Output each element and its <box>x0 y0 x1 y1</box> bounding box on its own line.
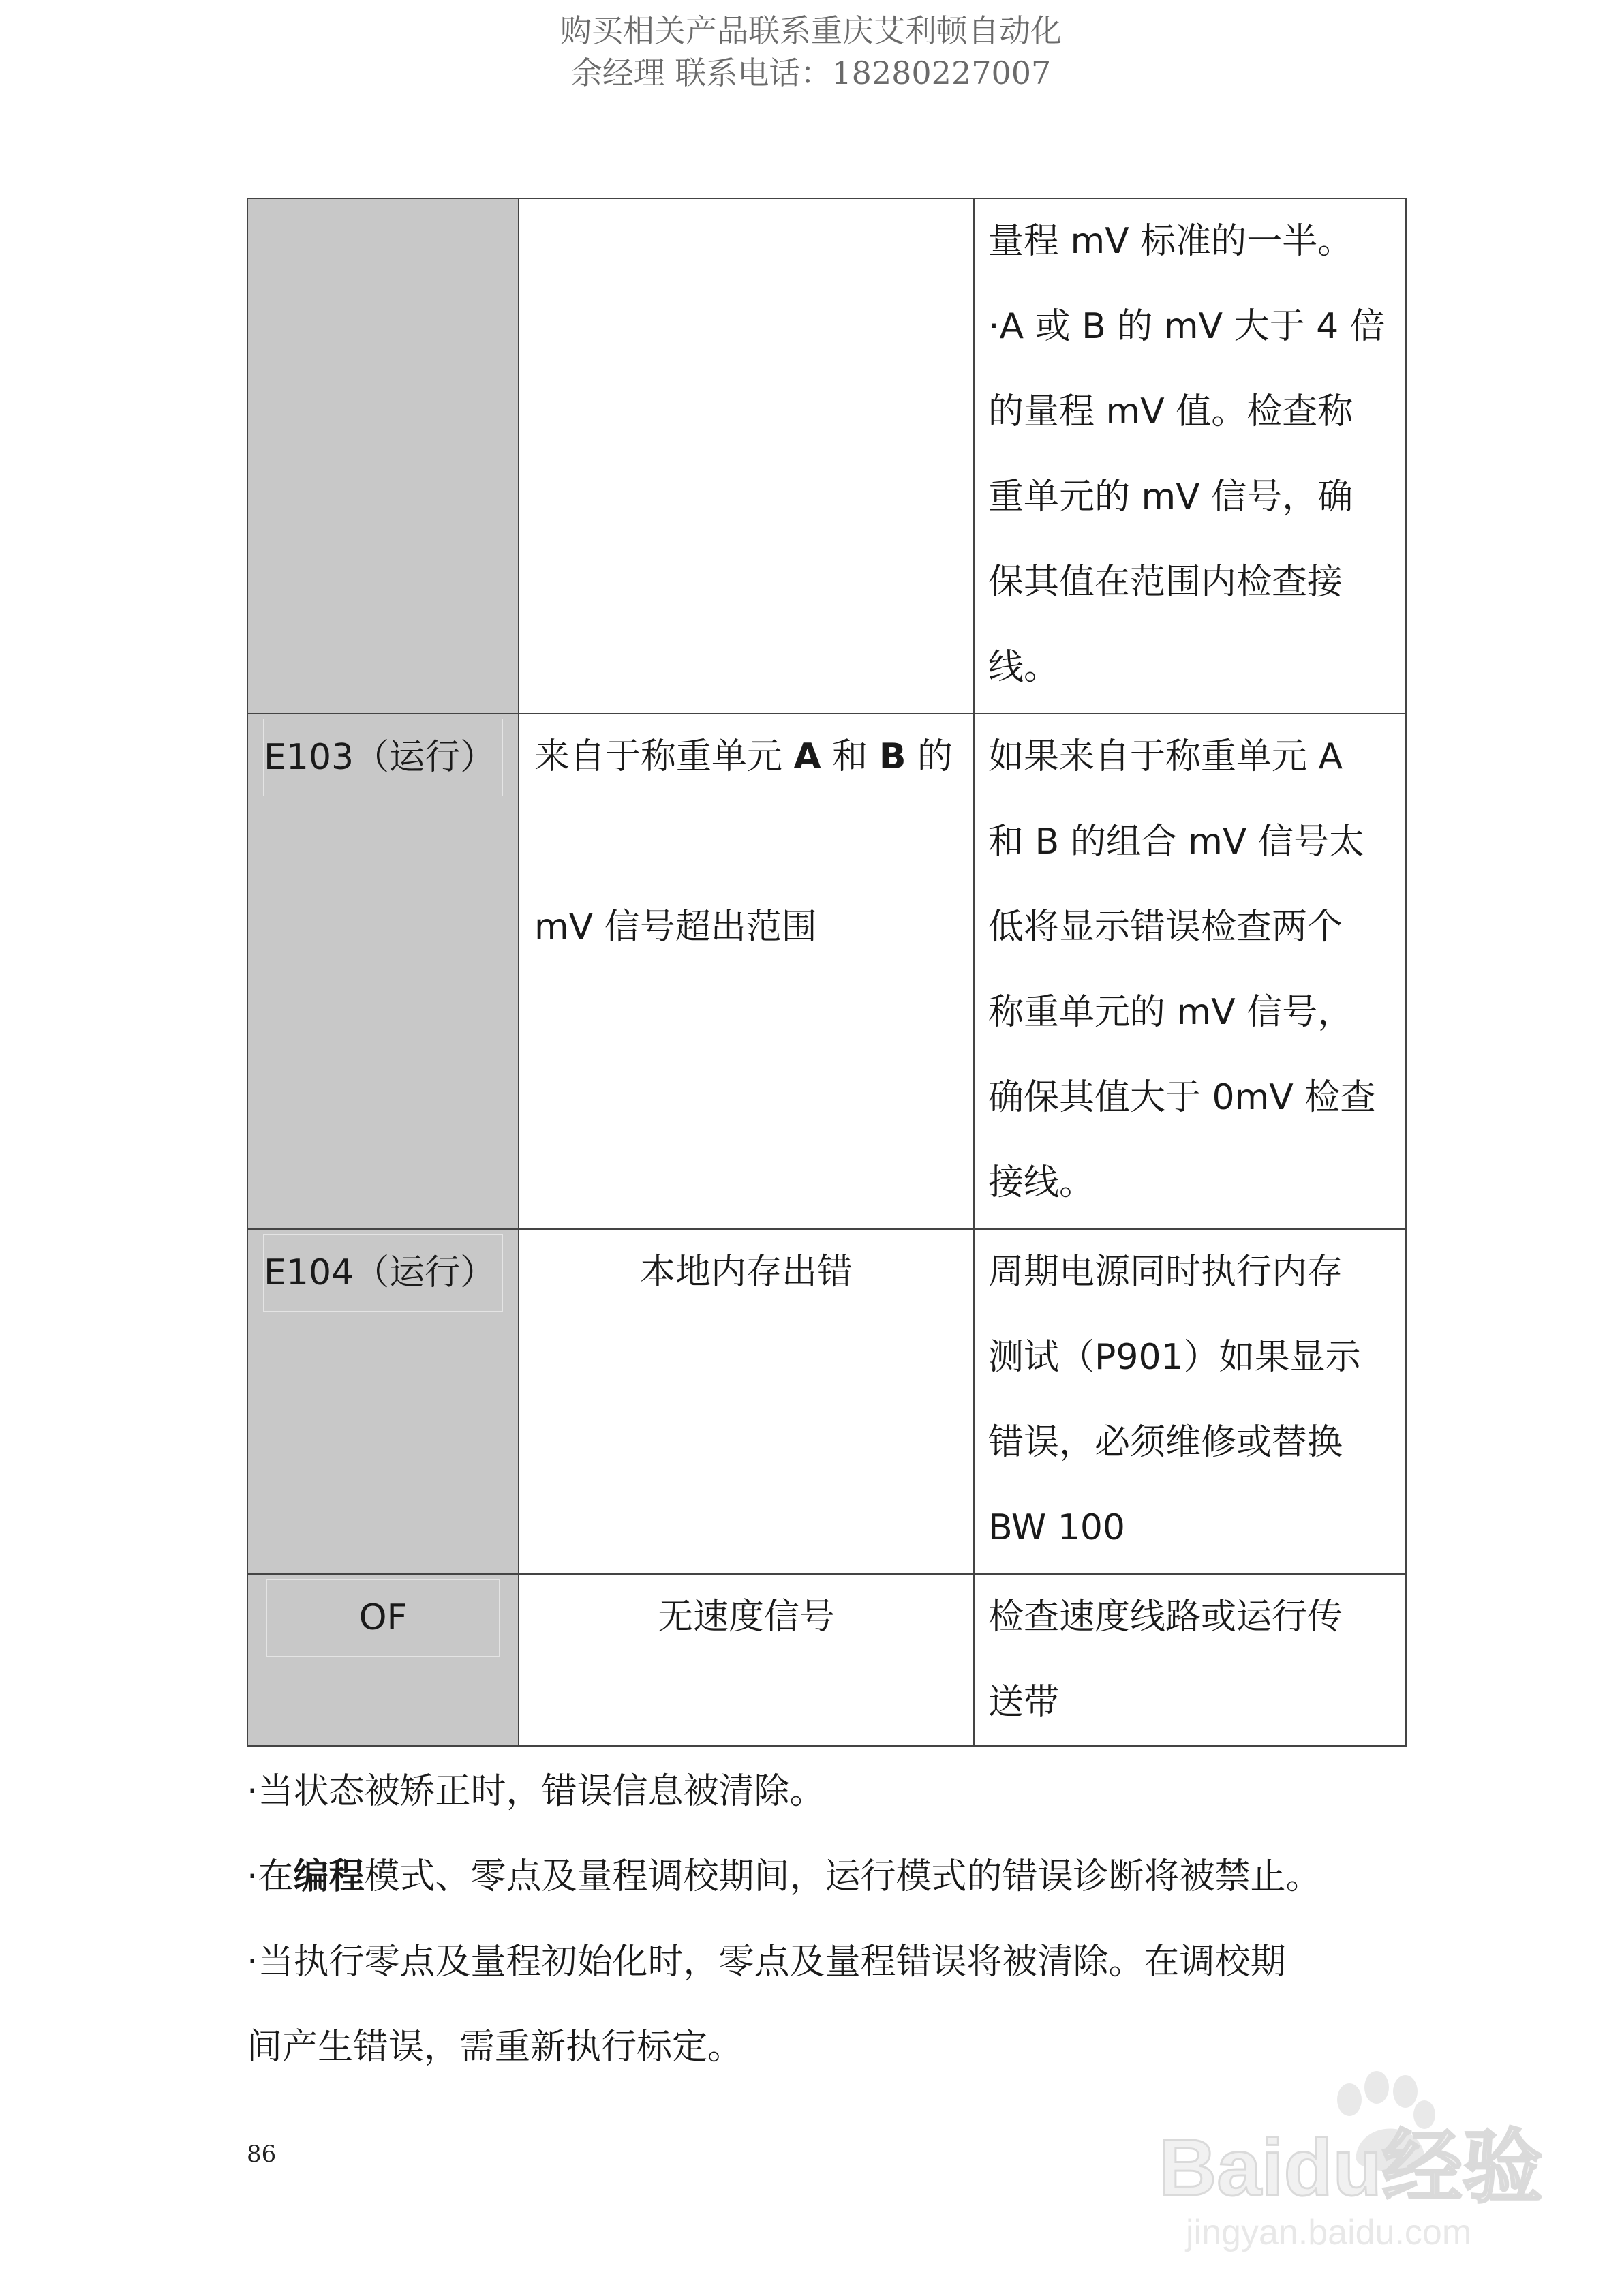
error-remedy-cell <box>974 1229 1406 1574</box>
table-row <box>247 714 1406 1229</box>
remedy-line: 重单元的 mV 信号，确 <box>988 477 1353 517</box>
error-code: E104（运行） <box>263 1234 503 1312</box>
page-header <box>0 10 1622 94</box>
remedy-line: 如果来自于称重单元 A <box>988 736 1343 777</box>
note-line: 间产生错误，需重新执行标定。 <box>247 2027 744 2068</box>
remedy-line: BW 100 <box>988 1507 1126 1548</box>
remedy-line: 和 B 的组合 mV 信号太 <box>988 821 1365 862</box>
notes-section <box>247 1749 1405 2090</box>
baidu-jingyan-watermark <box>1145 2052 1547 2256</box>
error-code-table <box>247 198 1407 1747</box>
error-description-cell <box>519 198 974 714</box>
remedy-line: ·A 或 B 的 mV 大于 4 倍 <box>988 306 1386 347</box>
error-remedy-cell <box>974 198 1406 714</box>
note-line: ·当执行零点及量程初始化时，零点及量程错误将被清除。在调校期 <box>247 1942 1286 1982</box>
error-code-cell <box>247 1574 519 1746</box>
table-row <box>247 1229 1406 1574</box>
remedy-line: 线。 <box>988 647 1060 688</box>
remedy-line: 确保其值大于 0mV 检查 <box>988 1077 1376 1118</box>
note-line: ·当状态被矫正时，错误信息被清除。 <box>247 1771 825 1812</box>
error-code-cell <box>247 714 519 1229</box>
remedy-line: 周期电源同时执行内存 <box>988 1252 1343 1293</box>
description-line: 无速度信号 <box>657 1597 835 1637</box>
error-remedy-cell <box>974 714 1406 1229</box>
watermark-url: jingyan.baidu.com <box>1186 2213 1472 2252</box>
table-row <box>247 198 1406 714</box>
error-code: OF <box>266 1579 500 1657</box>
table-row <box>247 1574 1406 1746</box>
error-code-cell <box>247 1229 519 1574</box>
error-description-cell <box>519 1574 974 1746</box>
remedy-line: 量程 mV 标准的一半。 <box>988 221 1353 262</box>
watermark-brand: Baidu经验 <box>1159 2123 1543 2213</box>
description-line: 本地内存出错 <box>639 1252 853 1293</box>
note-line: ·在编程模式、零点及量程调校期间，运行模式的错误诊断将被禁止。 <box>247 1856 1321 1897</box>
error-code-cell <box>247 198 519 714</box>
remedy-line: 保其值在范围内检查接 <box>988 562 1343 603</box>
error-description-cell <box>519 714 974 1229</box>
description-line: 来自于称重单元 A 和 B 的 <box>534 736 953 777</box>
error-code: E103（运行） <box>263 719 503 796</box>
header-line-1: 购买相关产品联系重庆艾利顿自动化 <box>560 12 1062 49</box>
header-line-2: 余经理 联系电话：18280227007 <box>570 55 1052 91</box>
error-description-cell <box>519 1229 974 1574</box>
error-remedy-cell <box>974 1574 1406 1746</box>
remedy-line: 接线。 <box>988 1162 1095 1203</box>
remedy-line: 低将显示错误检查两个 <box>988 907 1343 948</box>
remedy-line: 送带 <box>988 1682 1060 1723</box>
page-number: 86 <box>247 2141 277 2168</box>
remedy-line: 测试（P901）如果显示 <box>988 1337 1361 1378</box>
remedy-line: 检查速度线路或运行传 <box>988 1597 1343 1637</box>
remedy-line: 称重单元的 mV 信号， <box>988 992 1353 1033</box>
description-line: mV 信号超出范围 <box>534 907 817 948</box>
remedy-line: 错误，必须维修或替换 <box>988 1422 1343 1463</box>
remedy-line: 的量程 mV 值。检查称 <box>988 391 1353 432</box>
